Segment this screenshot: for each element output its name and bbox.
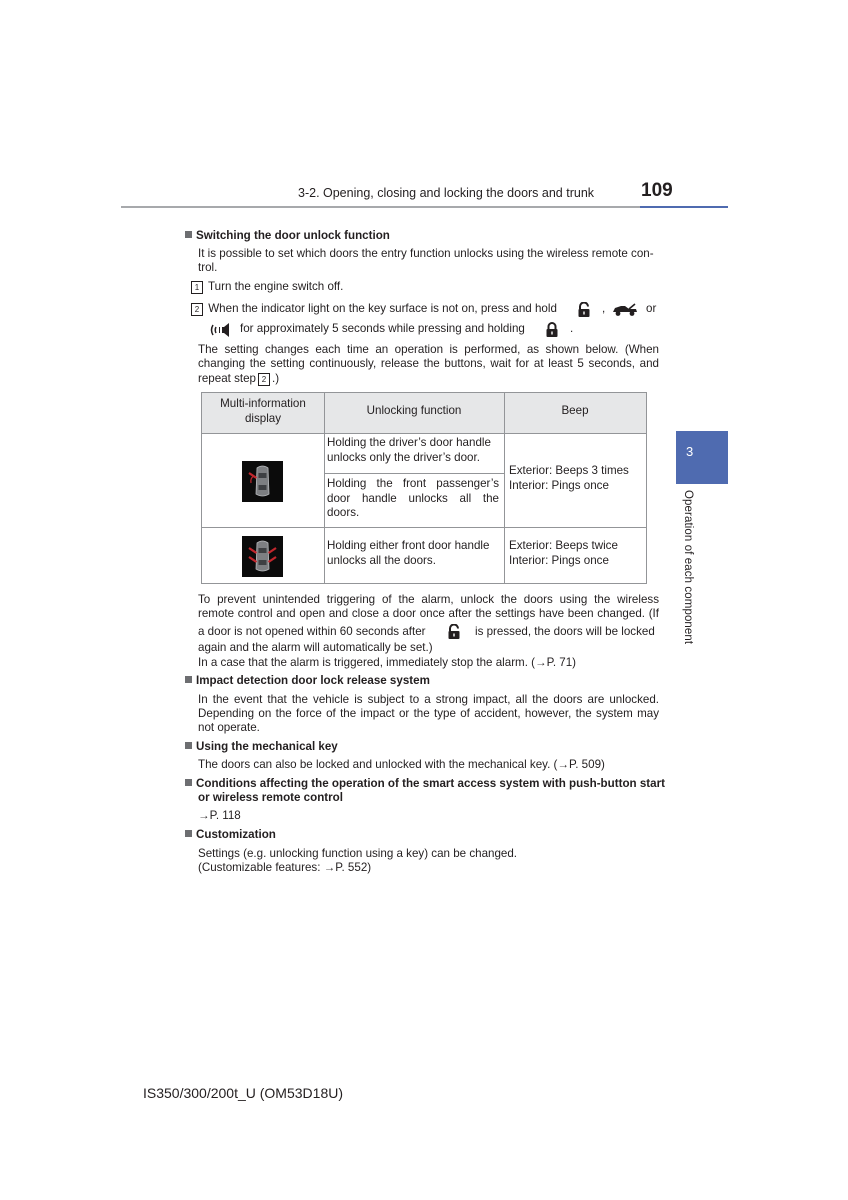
header-rule-accent: [640, 206, 728, 208]
heading-switching: Switching the door unlock function: [185, 229, 390, 244]
heading-conditions-2: or wireless remote control: [198, 791, 343, 804]
step-number: 2: [258, 373, 270, 386]
header-rule: [121, 206, 670, 208]
panic-icon: [209, 322, 237, 338]
footer-model: IS350/300/200t_U (OM53D18U): [143, 1085, 343, 1101]
heading-impact: Impact detection door lock release system: [185, 674, 430, 689]
alarm-line-2: remote control and open and close a door once after the settings have been changed. (If: [198, 607, 659, 620]
col-header-beep: Beep: [561, 404, 589, 417]
heading-mechanical: Using the mechanical key: [185, 740, 338, 755]
row2-beep: Exterior: Beeps twice Interior: Pings once: [509, 539, 618, 567]
chapter-number: 3: [686, 444, 694, 459]
row1-function-passenger: Holding the front passenger’s door handle unlocks all the doors.: [327, 477, 499, 519]
setting-line-2: changing the setting continuously, release the buttons, wait for at least 5 seconds, and: [198, 357, 659, 370]
car-both-doors-open-icon: [242, 536, 283, 577]
page-number: 109: [641, 180, 673, 201]
section-title: 3-2. Opening, closing and locking the doors and trunk: [298, 186, 595, 200]
alarm-line-4: again and the alarm will automatically be set.): [198, 641, 433, 654]
impact-line-1: In the event that the vehicle is subject to a strong impact, all the doors are unlocked.: [198, 693, 659, 706]
bullet-square: [185, 742, 192, 749]
unlock-icon: [447, 624, 461, 640]
unlock-icon: [577, 302, 591, 318]
col-header-unlocking: Unlocking function: [366, 404, 462, 417]
chapter-label: Operation of each component: [682, 490, 694, 645]
setting-line-3: repeat step 2 .): [198, 372, 280, 385]
customization-line-1: Settings (e.g. unlocking function using a key) can be changed.: [198, 847, 518, 860]
step-2-line-1: 2 When the indicator light on the key surface is not on, press and hold: [189, 302, 557, 317]
heading-conditions: Conditions affecting the operation of the smart access system with push-button start: [185, 777, 665, 792]
setting-line-1: The setting changes each time an operation is performed, as shown below. (When: [198, 343, 659, 356]
bullet-square: [185, 231, 192, 238]
conditions-ref[interactable]: →P. 118: [198, 809, 241, 822]
car-driver-door-open-icon: [242, 461, 283, 502]
row1-function-driver: Holding the driver’s door handle unlocks only the driver’s door.: [327, 436, 491, 464]
impact-line-3: not operate.: [198, 721, 260, 734]
step-2-end: .: [570, 322, 574, 335]
unlock-settings-table: [201, 392, 647, 584]
switching-intro-1: It is possible to set which doors the entry function unlocks using the wireless remote con-: [198, 247, 654, 260]
bullet-square: [185, 779, 192, 786]
step-number: 2: [191, 303, 203, 316]
switching-intro-2: trol.: [198, 261, 218, 274]
step-2-or: or: [646, 302, 657, 315]
customization-line-2: (Customizable features: →P. 552): [198, 861, 372, 874]
alarm-line-1: To prevent unintended triggering of the alarm, unlock the doors using the wireless: [198, 593, 659, 606]
alarm-line-3b: is pressed, the doors will be locked: [475, 625, 655, 638]
alarm-line-5: In a case that the alarm is triggered, immediately stop the alarm. (→P. 71): [198, 656, 577, 669]
chapter-tab[interactable]: [676, 431, 728, 484]
trunk-car-icon: [611, 303, 639, 317]
step-number: 1: [191, 281, 203, 294]
col-header-display: Multi-information display: [220, 397, 306, 425]
step-2-comma: ,: [602, 302, 606, 315]
bullet-square: [185, 676, 192, 683]
step-1: 1 Turn the engine switch off.: [189, 280, 343, 295]
heading-customization: Customization: [185, 828, 276, 843]
impact-line-2: Depending on the force of the impact or the type of accident, however, the system may: [198, 707, 659, 720]
bullet-square: [185, 830, 192, 837]
mechanical-line-1: The doors can also be locked and unlocked with the mechanical key. (→P. 509): [198, 758, 605, 771]
row2-function: Holding either front door handle unlocks all the doors.: [327, 539, 490, 567]
lock-icon: [545, 322, 559, 338]
step-2-line-2: for approximately 5 seconds while pressing and holding: [240, 322, 525, 335]
alarm-line-3a: a door is not opened within 60 seconds after: [198, 625, 426, 638]
row1-beep: Exterior: Beeps 3 times Interior: Pings once: [509, 464, 629, 492]
